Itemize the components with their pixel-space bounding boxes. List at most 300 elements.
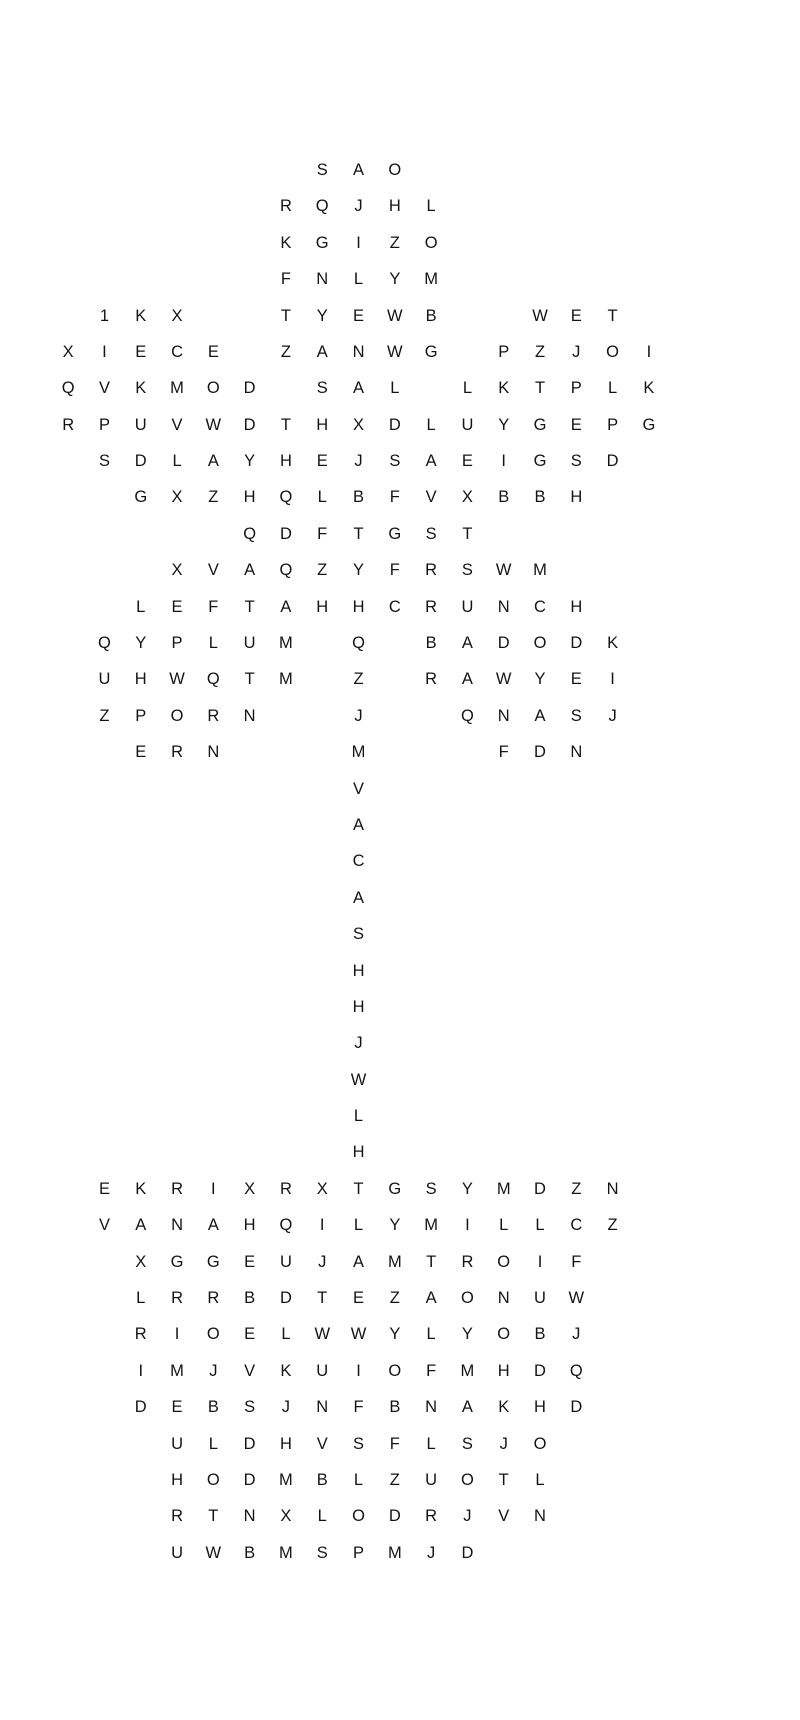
grid-cell-letter[interactable]: H xyxy=(570,597,583,616)
grid-cell-letter[interactable]: R xyxy=(171,743,183,762)
grid-cell-letter[interactable]: S xyxy=(425,1179,437,1198)
grid-cell-letter[interactable]: D xyxy=(534,743,546,762)
grid-cell-letter[interactable]: K xyxy=(498,1398,510,1417)
grid-cell-letter[interactable]: L xyxy=(390,379,400,398)
grid-cell-letter[interactable]: T xyxy=(353,524,364,543)
grid-cell-letter[interactable]: Z xyxy=(353,670,364,689)
grid-cell-letter[interactable]: B xyxy=(534,1325,546,1344)
grid-cell-letter[interactable]: W xyxy=(350,1325,367,1344)
grid-cell-letter[interactable]: H xyxy=(497,1361,510,1380)
grid-cell-letter[interactable]: B xyxy=(207,1398,219,1417)
grid-cell-letter[interactable]: F xyxy=(389,561,400,580)
grid-cell-letter[interactable]: D xyxy=(243,379,256,398)
grid-cell-letter[interactable]: Y xyxy=(534,670,546,689)
grid-cell-letter[interactable]: J xyxy=(572,342,581,361)
grid-cell-letter[interactable]: A xyxy=(353,815,365,834)
grid-cell-letter[interactable]: W xyxy=(350,1070,367,1089)
grid-cell-letter[interactable]: R xyxy=(62,415,75,434)
grid-cell-letter[interactable]: E xyxy=(135,743,147,762)
grid-cell-letter[interactable]: H xyxy=(352,961,365,980)
grid-cell-letter[interactable]: W xyxy=(314,1325,331,1344)
grid-cell-letter[interactable]: U xyxy=(461,415,474,434)
grid-cell-letter[interactable]: R xyxy=(425,597,438,616)
grid-cell-letter[interactable]: V xyxy=(171,415,183,434)
grid-cell-letter[interactable]: U xyxy=(279,1252,292,1271)
grid-cell-letter[interactable]: Y xyxy=(498,415,510,434)
grid-cell-letter[interactable]: T xyxy=(244,597,255,616)
grid-cell-letter[interactable]: P xyxy=(98,415,110,434)
grid-cell-letter[interactable]: N xyxy=(497,1289,510,1308)
grid-cell-letter[interactable]: K xyxy=(135,379,147,398)
grid-cell-letter[interactable]: I xyxy=(610,670,615,689)
grid-cell-letter[interactable]: J xyxy=(354,1034,363,1053)
grid-cell-letter[interactable]: Y xyxy=(135,634,147,653)
grid-cell-letter[interactable]: C xyxy=(171,342,183,361)
grid-cell-letter[interactable]: B xyxy=(389,1398,401,1417)
grid-cell-letter[interactable]: E xyxy=(461,452,473,471)
grid-cell-letter[interactable]: Q xyxy=(61,379,75,398)
grid-cell-letter[interactable]: Z xyxy=(208,488,219,507)
grid-cell-letter[interactable]: F xyxy=(426,1361,437,1380)
grid-cell-letter[interactable]: V xyxy=(353,779,365,798)
grid-cell-letter[interactable]: D xyxy=(134,1398,147,1417)
grid-cell-letter[interactable]: L xyxy=(426,1325,436,1344)
grid-cell-letter[interactable]: A xyxy=(353,379,365,398)
grid-cell-letter[interactable]: N xyxy=(352,342,365,361)
grid-cell-letter[interactable]: S xyxy=(98,452,110,471)
grid-cell-letter[interactable]: S xyxy=(316,379,328,398)
grid-cell-letter[interactable]: E xyxy=(98,1179,110,1198)
grid-cell-letter[interactable]: O xyxy=(460,1289,474,1308)
grid-cell-letter[interactable]: F xyxy=(389,488,400,507)
grid-cell-letter[interactable]: O xyxy=(388,1361,402,1380)
grid-cell-letter[interactable]: E xyxy=(570,670,582,689)
grid-cell-letter[interactable]: L xyxy=(136,1289,146,1308)
grid-cell-letter[interactable]: K xyxy=(498,379,510,398)
grid-cell-letter[interactable]: V xyxy=(498,1507,510,1526)
grid-cell-letter[interactable]: L xyxy=(353,270,364,289)
grid-cell-letter[interactable]: U xyxy=(243,634,256,653)
grid-cell-letter[interactable]: J xyxy=(608,706,617,725)
grid-cell-letter[interactable]: X xyxy=(353,415,365,434)
grid-cell-letter[interactable]: S xyxy=(570,706,582,725)
grid-cell-letter[interactable]: Q xyxy=(352,634,365,653)
grid-cell-letter[interactable]: Z xyxy=(280,342,291,361)
grid-cell-letter[interactable]: N xyxy=(425,1398,438,1417)
grid-cell-letter[interactable]: O xyxy=(533,634,547,653)
grid-cell-letter[interactable]: T xyxy=(498,1471,509,1489)
grid-cell-letter[interactable]: A xyxy=(425,1289,437,1308)
grid-cell-letter[interactable]: E xyxy=(207,342,219,361)
grid-cell-letter[interactable]: E xyxy=(171,1398,183,1417)
grid-cell-letter[interactable]: N xyxy=(243,1507,256,1526)
grid-cell-letter[interactable]: D xyxy=(279,1289,292,1308)
grid-cell-letter[interactable]: H xyxy=(316,597,329,616)
grid-cell-letter[interactable]: T xyxy=(462,524,473,543)
grid-cell-letter[interactable]: N xyxy=(497,706,510,725)
grid-cell-letter[interactable]: O xyxy=(533,1434,547,1453)
grid-cell-letter[interactable]: Z xyxy=(389,1471,400,1489)
grid-cell-letter[interactable]: Y xyxy=(244,452,256,471)
grid-cell-letter[interactable]: D xyxy=(388,415,401,434)
grid-cell-letter[interactable]: R xyxy=(171,1289,183,1308)
grid-cell-letter[interactable]: K xyxy=(280,1361,292,1380)
grid-cell-letter[interactable]: H xyxy=(352,1143,365,1162)
grid-cell-letter[interactable]: M xyxy=(496,1179,511,1198)
grid-cell-letter[interactable]: W xyxy=(205,1543,222,1562)
grid-cell-letter[interactable]: X xyxy=(244,1179,256,1198)
grid-cell-letter[interactable]: Q xyxy=(279,488,293,507)
grid-cell-letter[interactable]: G xyxy=(388,524,402,543)
grid-cell-letter[interactable]: K xyxy=(135,306,147,325)
grid-cell-letter[interactable]: S xyxy=(461,1434,473,1453)
grid-cell-letter[interactable]: H xyxy=(388,197,401,216)
grid-cell-letter[interactable]: K xyxy=(643,379,655,398)
grid-cell-letter[interactable]: R xyxy=(171,1507,183,1526)
grid-cell-letter[interactable]: T xyxy=(317,1289,328,1308)
grid-cell-letter[interactable]: N xyxy=(171,1216,183,1235)
grid-cell-letter[interactable]: M xyxy=(279,634,293,653)
grid-cell-letter[interactable]: D xyxy=(243,1471,256,1489)
grid-cell-letter[interactable]: 1 xyxy=(99,306,110,325)
grid-cell-letter[interactable]: D xyxy=(243,1434,256,1453)
grid-cell-letter[interactable]: W xyxy=(568,1289,585,1308)
grid-cell-letter[interactable]: Q xyxy=(98,634,111,653)
grid-cell-letter[interactable]: Z xyxy=(99,706,110,725)
grid-cell-letter[interactable]: A xyxy=(316,342,328,361)
grid-cell-letter[interactable]: W xyxy=(495,561,512,580)
grid-cell-letter[interactable]: J xyxy=(354,197,363,216)
grid-cell-letter[interactable]: M xyxy=(279,670,293,689)
grid-cell-letter[interactable]: P xyxy=(353,1543,365,1562)
grid-cell-letter[interactable]: A xyxy=(353,1252,365,1271)
grid-cell-letter[interactable]: J xyxy=(281,1398,291,1417)
grid-cell-letter[interactable]: Q xyxy=(569,1361,583,1380)
grid-cell-letter[interactable]: T xyxy=(353,1179,364,1198)
grid-cell-letter[interactable]: S xyxy=(389,452,401,471)
grid-cell-letter[interactable]: G xyxy=(134,488,148,507)
grid-cell-letter[interactable]: B xyxy=(244,1543,256,1562)
grid-cell-letter[interactable]: Q xyxy=(243,524,257,543)
grid-cell-letter[interactable]: N xyxy=(316,270,329,289)
grid-cell-letter[interactable]: R xyxy=(171,1179,183,1198)
grid-cell-letter[interactable]: V xyxy=(425,488,437,507)
grid-cell-letter[interactable]: Y xyxy=(389,1325,401,1344)
grid-cell-letter[interactable]: M xyxy=(279,1543,293,1562)
grid-cell-letter[interactable]: L xyxy=(426,415,436,434)
grid-cell-letter[interactable]: T xyxy=(534,379,546,398)
grid-cell-letter[interactable]: F xyxy=(353,1398,364,1417)
grid-cell-letter[interactable]: Q xyxy=(460,706,474,725)
grid-cell-letter[interactable]: L xyxy=(499,1216,509,1235)
grid-cell-letter[interactable]: Z xyxy=(607,1216,618,1235)
grid-cell-letter[interactable]: B xyxy=(534,488,546,507)
grid-cell-letter[interactable]: Z xyxy=(317,561,328,580)
grid-cell-letter[interactable]: A xyxy=(244,561,256,580)
grid-cell-letter[interactable]: I xyxy=(465,1216,470,1235)
grid-cell-letter[interactable]: Y xyxy=(461,1325,473,1344)
grid-cell-letter[interactable]: C xyxy=(534,597,546,616)
grid-cell-letter[interactable]: W xyxy=(495,670,512,689)
grid-cell-letter[interactable]: M xyxy=(279,1471,293,1489)
grid-cell-letter[interactable]: I xyxy=(319,1216,325,1235)
grid-cell-letter[interactable]: M xyxy=(170,379,184,398)
grid-cell-letter[interactable]: O xyxy=(170,706,184,725)
grid-cell-letter[interactable]: G xyxy=(424,342,438,361)
grid-cell-letter[interactable]: H xyxy=(352,997,365,1016)
grid-cell-letter[interactable]: N xyxy=(534,1507,546,1526)
grid-cell-letter[interactable]: A xyxy=(534,706,546,725)
grid-cell-letter[interactable]: L xyxy=(353,1216,364,1235)
grid-cell-letter[interactable]: U xyxy=(171,1543,183,1562)
grid-cell-letter[interactable]: W xyxy=(387,306,403,325)
grid-cell-letter[interactable]: O xyxy=(424,233,438,252)
grid-cell-letter[interactable]: X xyxy=(280,1507,292,1526)
grid-cell-letter[interactable]: E xyxy=(171,597,183,616)
grid-cell-letter[interactable]: N xyxy=(207,743,220,762)
grid-cell-letter[interactable]: O xyxy=(388,160,402,179)
grid-cell-letter[interactable]: J xyxy=(354,452,363,471)
grid-cell-letter[interactable]: W xyxy=(205,415,222,434)
grid-cell-letter[interactable]: A xyxy=(461,634,473,653)
grid-cell-letter[interactable]: L xyxy=(317,488,327,507)
grid-cell-letter[interactable]: F xyxy=(208,597,219,616)
grid-cell-letter[interactable]: A xyxy=(135,1216,147,1235)
grid-cell-letter[interactable]: S xyxy=(316,1543,328,1562)
grid-cell-letter[interactable]: L xyxy=(608,379,618,398)
grid-cell-letter[interactable]: J xyxy=(318,1252,327,1271)
grid-cell-letter[interactable]: R xyxy=(425,670,438,689)
grid-cell-letter[interactable]: X xyxy=(461,488,473,507)
grid-cell-letter[interactable]: H xyxy=(279,1434,292,1453)
grid-cell-letter[interactable]: M xyxy=(387,1543,402,1562)
grid-cell-letter[interactable]: I xyxy=(356,1361,361,1380)
grid-cell-letter[interactable]: T xyxy=(607,306,618,325)
grid-cell-letter[interactable]: X xyxy=(171,561,183,580)
grid-cell-letter[interactable]: K xyxy=(280,233,292,252)
grid-cell-letter[interactable]: O xyxy=(497,1325,511,1344)
grid-cell-letter[interactable]: H xyxy=(352,597,365,616)
grid-cell-letter[interactable]: L xyxy=(172,452,182,471)
grid-cell-letter[interactable]: F xyxy=(280,270,291,289)
grid-cell-letter[interactable]: D xyxy=(606,452,619,471)
grid-cell-letter[interactable]: Q xyxy=(315,197,329,216)
grid-cell-letter[interactable]: P xyxy=(498,342,510,361)
grid-cell-letter[interactable]: J xyxy=(572,1325,581,1344)
grid-cell-letter[interactable]: N xyxy=(316,1398,329,1417)
grid-cell-letter[interactable]: O xyxy=(206,1325,220,1344)
grid-cell-letter[interactable]: G xyxy=(315,233,329,252)
grid-cell-letter[interactable]: L xyxy=(426,1434,436,1453)
grid-cell-letter[interactable]: O xyxy=(497,1252,511,1271)
grid-cell-letter[interactable]: U xyxy=(534,1289,546,1308)
grid-cell-letter[interactable]: G xyxy=(388,1179,402,1198)
grid-cell-letter[interactable]: L xyxy=(317,1507,327,1526)
grid-cell-letter[interactable]: L xyxy=(136,597,146,616)
grid-cell-letter[interactable]: A xyxy=(461,670,473,689)
grid-cell-letter[interactable]: Z xyxy=(389,1289,400,1308)
grid-cell-letter[interactable]: X xyxy=(171,306,183,325)
grid-cell-letter[interactable]: G xyxy=(206,1252,220,1271)
grid-cell-letter[interactable]: S xyxy=(570,452,582,471)
grid-cell-letter[interactable]: G xyxy=(642,415,656,434)
grid-cell-letter[interactable]: G xyxy=(533,415,547,434)
grid-cell-letter[interactable]: L xyxy=(208,1434,218,1453)
grid-cell-letter[interactable]: J xyxy=(354,706,363,725)
grid-cell-letter[interactable]: Z xyxy=(389,233,400,252)
grid-cell-letter[interactable]: M xyxy=(170,1361,184,1380)
grid-cell-letter[interactable]: J xyxy=(209,1361,218,1380)
grid-cell-letter[interactable]: J xyxy=(499,1434,508,1453)
grid-cell-letter[interactable]: F xyxy=(389,1434,400,1453)
grid-cell-letter[interactable]: E xyxy=(244,1252,256,1271)
grid-cell-letter[interactable]: O xyxy=(352,1507,365,1526)
grid-cell-letter[interactable]: Q xyxy=(279,1216,293,1235)
grid-cell-letter[interactable]: I xyxy=(537,1252,543,1271)
grid-cell-letter[interactable]: I xyxy=(138,1361,144,1380)
grid-cell-letter[interactable]: B xyxy=(244,1289,256,1308)
grid-cell-letter[interactable]: M xyxy=(460,1361,475,1380)
grid-cell-letter[interactable]: E xyxy=(570,306,582,325)
grid-cell-letter[interactable]: A xyxy=(207,452,219,471)
grid-cell-letter[interactable]: M xyxy=(424,1216,438,1235)
grid-cell-letter[interactable]: M xyxy=(351,743,366,762)
grid-cell-letter[interactable]: Y xyxy=(389,1216,401,1235)
grid-cell-letter[interactable]: I xyxy=(174,1325,180,1344)
grid-cell-letter[interactable]: U xyxy=(461,597,474,616)
grid-cell-letter[interactable]: Q xyxy=(279,561,293,580)
grid-cell-letter[interactable]: C xyxy=(352,852,365,871)
grid-cell-letter[interactable]: U xyxy=(134,415,147,434)
grid-cell-letter[interactable]: W xyxy=(387,342,403,361)
grid-cell-letter[interactable]: D xyxy=(279,524,292,543)
grid-cell-letter[interactable]: G xyxy=(533,452,547,471)
grid-cell-letter[interactable]: R xyxy=(425,561,438,580)
grid-cell-letter[interactable]: H xyxy=(171,1471,183,1489)
grid-cell-letter[interactable]: S xyxy=(353,1434,365,1453)
grid-cell-letter[interactable]: J xyxy=(426,1543,436,1562)
grid-cell-letter[interactable]: Z xyxy=(571,1179,582,1198)
grid-cell-letter[interactable]: R xyxy=(134,1325,147,1344)
grid-cell-letter[interactable]: B xyxy=(353,488,365,507)
grid-cell-letter[interactable]: A xyxy=(425,452,437,471)
grid-cell-letter[interactable]: R xyxy=(279,1179,292,1198)
grid-cell-letter[interactable]: N xyxy=(606,1179,619,1198)
grid-cell-letter[interactable]: E xyxy=(353,1289,365,1308)
grid-cell-letter[interactable]: B xyxy=(498,488,510,507)
grid-cell-letter[interactable]: H xyxy=(134,670,147,689)
grid-cell-letter[interactable]: I xyxy=(211,1179,216,1198)
grid-cell-letter[interactable]: E xyxy=(353,306,365,325)
grid-cell-letter[interactable]: X xyxy=(316,1179,328,1198)
grid-cell-letter[interactable]: L xyxy=(535,1216,545,1235)
grid-cell-letter[interactable]: K xyxy=(135,1179,147,1198)
grid-cell-letter[interactable]: D xyxy=(534,1361,546,1380)
grid-cell-letter[interactable]: N xyxy=(243,706,256,725)
grid-cell-letter[interactable]: U xyxy=(98,670,111,689)
grid-cell-letter[interactable]: L xyxy=(353,1471,364,1489)
grid-cell-letter[interactable]: V xyxy=(207,561,219,580)
grid-cell-letter[interactable]: E xyxy=(244,1325,256,1344)
grid-cell-letter[interactable]: X xyxy=(171,488,183,507)
grid-cell-letter[interactable]: O xyxy=(206,1471,220,1489)
grid-cell-letter[interactable]: D xyxy=(461,1543,474,1562)
grid-cell-letter[interactable]: B xyxy=(425,634,437,653)
grid-cell-letter[interactable]: F xyxy=(498,743,509,762)
grid-cell-letter[interactable]: U xyxy=(171,1434,183,1453)
grid-cell-letter[interactable]: H xyxy=(243,488,256,507)
grid-cell-letter[interactable]: L xyxy=(426,197,436,216)
grid-cell-letter[interactable]: H xyxy=(570,488,583,507)
grid-cell-letter[interactable]: T xyxy=(280,415,291,434)
grid-cell-letter[interactable]: X xyxy=(62,342,74,361)
grid-cell-letter[interactable]: D xyxy=(134,452,147,471)
grid-cell-letter[interactable]: I xyxy=(356,233,361,252)
grid-cell-letter[interactable]: Z xyxy=(534,342,546,361)
grid-cell-letter[interactable]: W xyxy=(532,306,548,325)
grid-cell-letter[interactable]: H xyxy=(243,1216,256,1235)
grid-cell-letter[interactable]: M xyxy=(424,270,438,289)
grid-cell-letter[interactable]: H xyxy=(279,452,292,471)
grid-cell-letter[interactable]: M xyxy=(387,1252,402,1271)
grid-cell-letter[interactable]: D xyxy=(570,634,583,653)
grid-cell-letter[interactable]: N xyxy=(570,743,583,762)
grid-cell-letter[interactable]: D xyxy=(243,415,256,434)
grid-cell-letter[interactable]: A xyxy=(353,160,365,179)
grid-cell-letter[interactable]: C xyxy=(570,1216,583,1235)
grid-cell-letter[interactable]: L xyxy=(281,1325,291,1344)
grid-cell-letter[interactable]: X xyxy=(135,1252,147,1271)
grid-cell-letter[interactable]: I xyxy=(501,452,506,471)
grid-cell-letter[interactable]: P xyxy=(171,634,183,653)
grid-cell-letter[interactable]: E xyxy=(135,342,147,361)
grid-cell-letter[interactable]: V xyxy=(98,1216,110,1235)
grid-cell-letter[interactable]: D xyxy=(497,634,510,653)
grid-cell-letter[interactable]: L xyxy=(462,379,472,398)
grid-cell-letter[interactable]: R xyxy=(279,197,292,216)
grid-cell-letter[interactable]: Y xyxy=(389,270,401,289)
grid-cell-letter[interactable]: O xyxy=(606,342,620,361)
grid-cell-letter[interactable]: A xyxy=(461,1398,473,1417)
grid-cell-letter[interactable]: F xyxy=(317,524,328,543)
grid-cell-letter[interactable]: H xyxy=(534,1398,546,1417)
grid-cell-letter[interactable]: U xyxy=(425,1471,438,1489)
grid-cell-letter[interactable]: J xyxy=(463,1507,472,1526)
grid-cell-letter[interactable]: L xyxy=(535,1471,545,1489)
grid-cell-letter[interactable]: D xyxy=(570,1398,583,1417)
grid-cell-letter[interactable]: B xyxy=(425,306,437,325)
grid-cell-letter[interactable]: Q xyxy=(206,670,220,689)
grid-cell-letter[interactable]: T xyxy=(280,306,291,325)
grid-cell-letter[interactable]: C xyxy=(388,597,401,616)
grid-cell-letter[interactable]: I xyxy=(646,342,652,361)
grid-cell-letter[interactable]: A xyxy=(207,1216,219,1235)
grid-cell-letter[interactable]: V xyxy=(244,1361,256,1380)
grid-cell-letter[interactable]: P xyxy=(607,415,619,434)
grid-cell-letter[interactable]: L xyxy=(208,634,218,653)
grid-cell-letter[interactable]: A xyxy=(353,888,365,907)
grid-cell-letter[interactable]: Y xyxy=(316,306,328,325)
grid-cell-letter[interactable]: P xyxy=(135,706,147,725)
grid-cell-letter[interactable]: T xyxy=(208,1507,219,1526)
grid-cell-letter[interactable]: R xyxy=(461,1252,474,1271)
grid-cell-letter[interactable]: N xyxy=(497,597,510,616)
grid-cell-letter[interactable]: G xyxy=(170,1252,184,1271)
grid-cell-letter[interactable]: K xyxy=(607,634,619,653)
grid-cell-letter[interactable]: T xyxy=(244,670,255,689)
grid-cell-letter[interactable]: V xyxy=(316,1434,328,1453)
grid-cell-letter[interactable]: S xyxy=(461,561,473,580)
